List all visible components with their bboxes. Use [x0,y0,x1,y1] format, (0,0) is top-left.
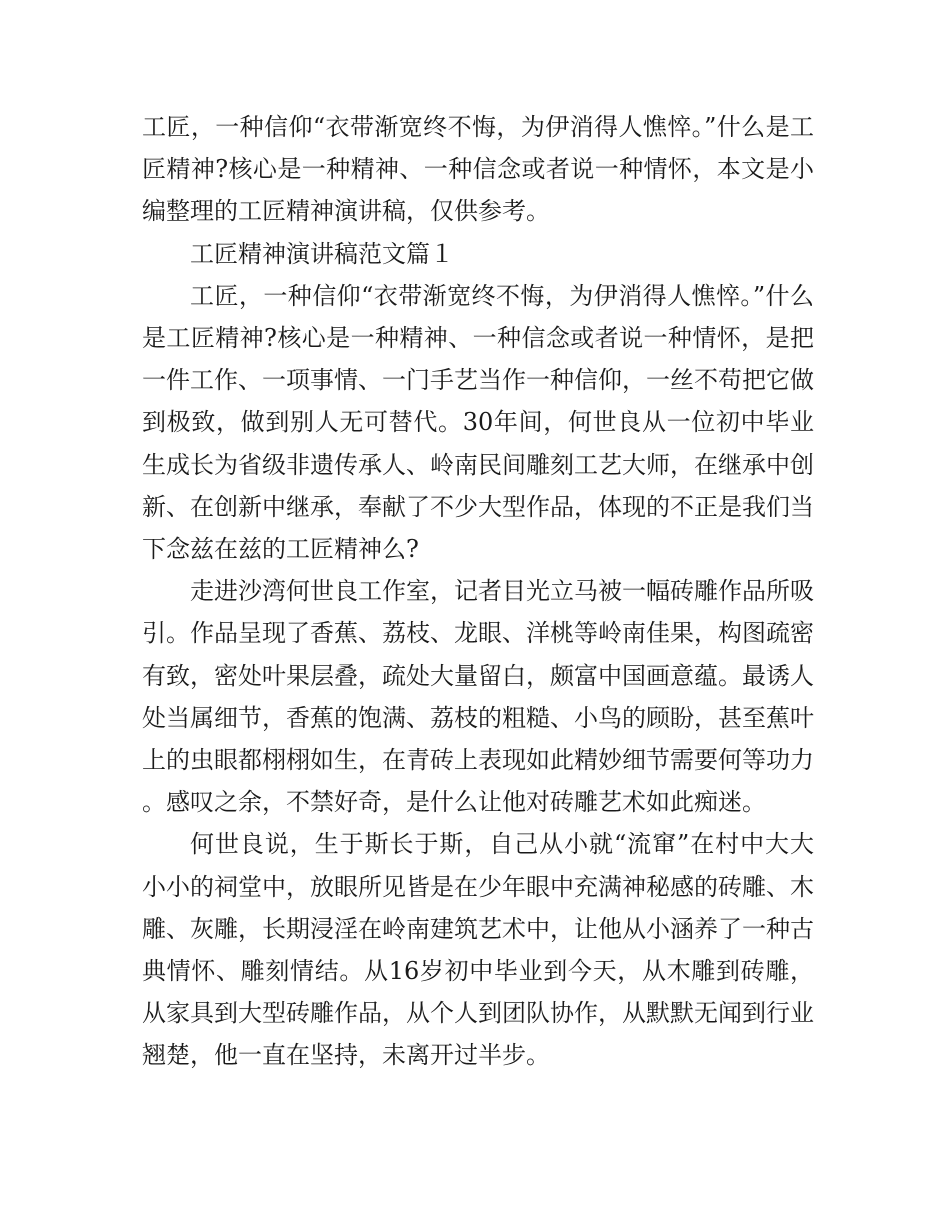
body-paragraph-1: 工匠，一种信仰“衣带渐宽终不悔，为伊消得人憔悴。”什么是工匠精神?核心是一种精神、一种信念或者说一种情怀，是把一件工作、一项事情、一门手艺当作一种信仰，一丝不苟把它做到极致，做到别人无可替代。30年间，何世良从一位初中毕业生成长为省级非遗传承人、岭南民间雕刻工艺大师，在继承中创新、在创新中继承，奉献了不少大型作品，体现的不正是我们当下念兹在兹的工匠精神么? [142,281,814,564]
section-heading: 工匠精神演讲稿范文篇１ [190,239,454,268]
document-body [142,106,814,1077]
body-paragraph-3: 何世良说，生于斯长于斯，自己从小就“流窜”在村中大大小小的祠堂中，放眼所见皆是在少年眼中充满神秘感的砖雕、木雕、灰雕，长期浸淫在岭南建筑艺术中，让他从小涵养了一种古典情怀、雕刻情结。从16岁初中毕业到今天，从木雕到砖雕，从家具到大型砖雕作品，从个人到团队协作，从默默无闻到行业翘楚，他一直在坚持，未离开过半步。 [142,830,814,1070]
intro-paragraph: 工匠，一种信仰“衣带渐宽终不悔，为伊消得人憔悴。”什么是工匠精神?核心是一种精神、一种信念或者说一种情怀，本文是小编整理的工匠精神演讲稿，仅供参考。 [142,113,814,226]
body-paragraph-2: 走进沙湾何世良工作室，记者目光立马被一幅砖雕作品所吸引。作品呈现了香蕉、荔枝、龙眼、洋桃等岭南佳果，构图疏密有致，密处叶果层叠，疏处大量留白，颇富中国画意蕴。最诱人处当属细节，香蕉的饱满、荔枝的粗糙、小鸟的顾盼，甚至蕉叶上的虫眼都栩栩如生，在青砖上表现如此精妙细节需要何等功力。感叹之余，不禁好奇，是什么让他对砖雕艺术如此痴迷。 [142,577,814,817]
